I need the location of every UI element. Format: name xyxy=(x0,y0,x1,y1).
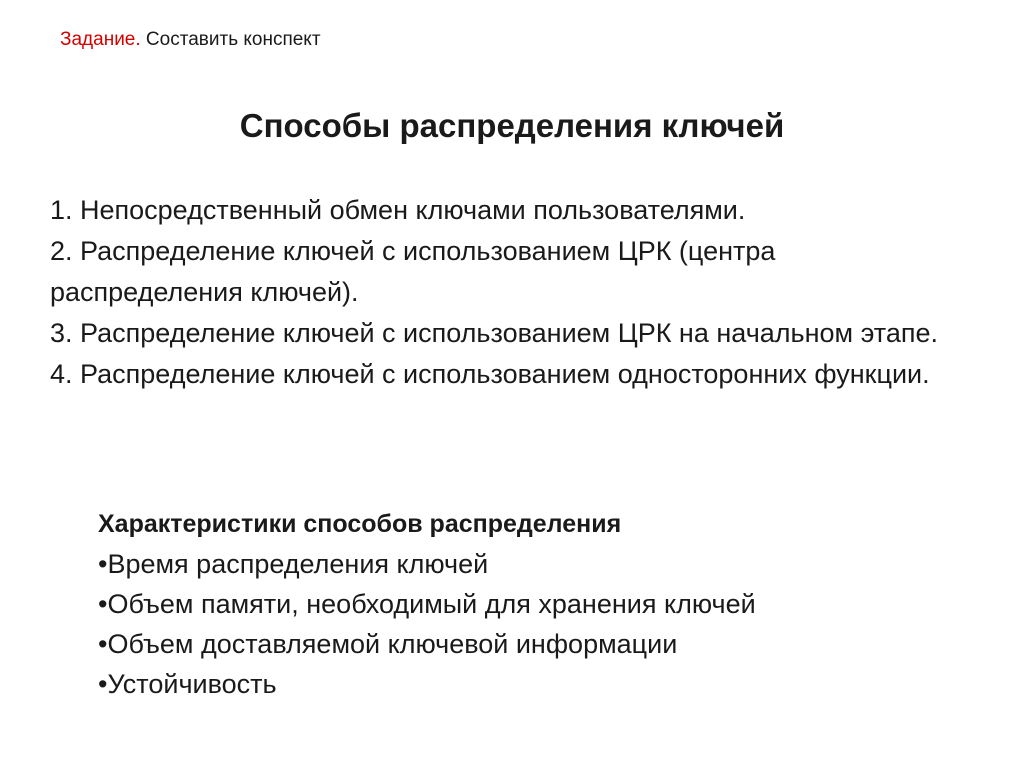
task-line xyxy=(60,28,321,52)
method-item: 3. Распределение ключей с использованием ЦРК на начальном этапе. xyxy=(50,318,938,348)
characteristic-item: •Объем памяти, необходимый для хранения ключей xyxy=(98,589,756,619)
methods-list xyxy=(50,190,970,395)
characteristics-title: Характеристики способов распределения xyxy=(98,510,622,538)
characteristic-item: •Устойчивость xyxy=(98,669,277,699)
task-text: Составить конспект xyxy=(140,29,321,50)
slide-title: Способы распределения ключей xyxy=(239,107,785,144)
method-item: 1. Непосредственный обмен ключами пользователями. xyxy=(50,195,746,225)
characteristic-item: •Время распределения ключей xyxy=(98,549,489,579)
method-item: 4. Распределение ключей с использованием односторонних функции. xyxy=(50,359,930,389)
method-item: 2. Распределение ключей с использованием ЦРК (центра распределения ключей). xyxy=(50,236,776,307)
task-label: Задание. xyxy=(60,29,141,50)
characteristic-item: •Объем доставляемой ключевой информации xyxy=(98,629,678,659)
characteristics-block xyxy=(98,506,978,704)
